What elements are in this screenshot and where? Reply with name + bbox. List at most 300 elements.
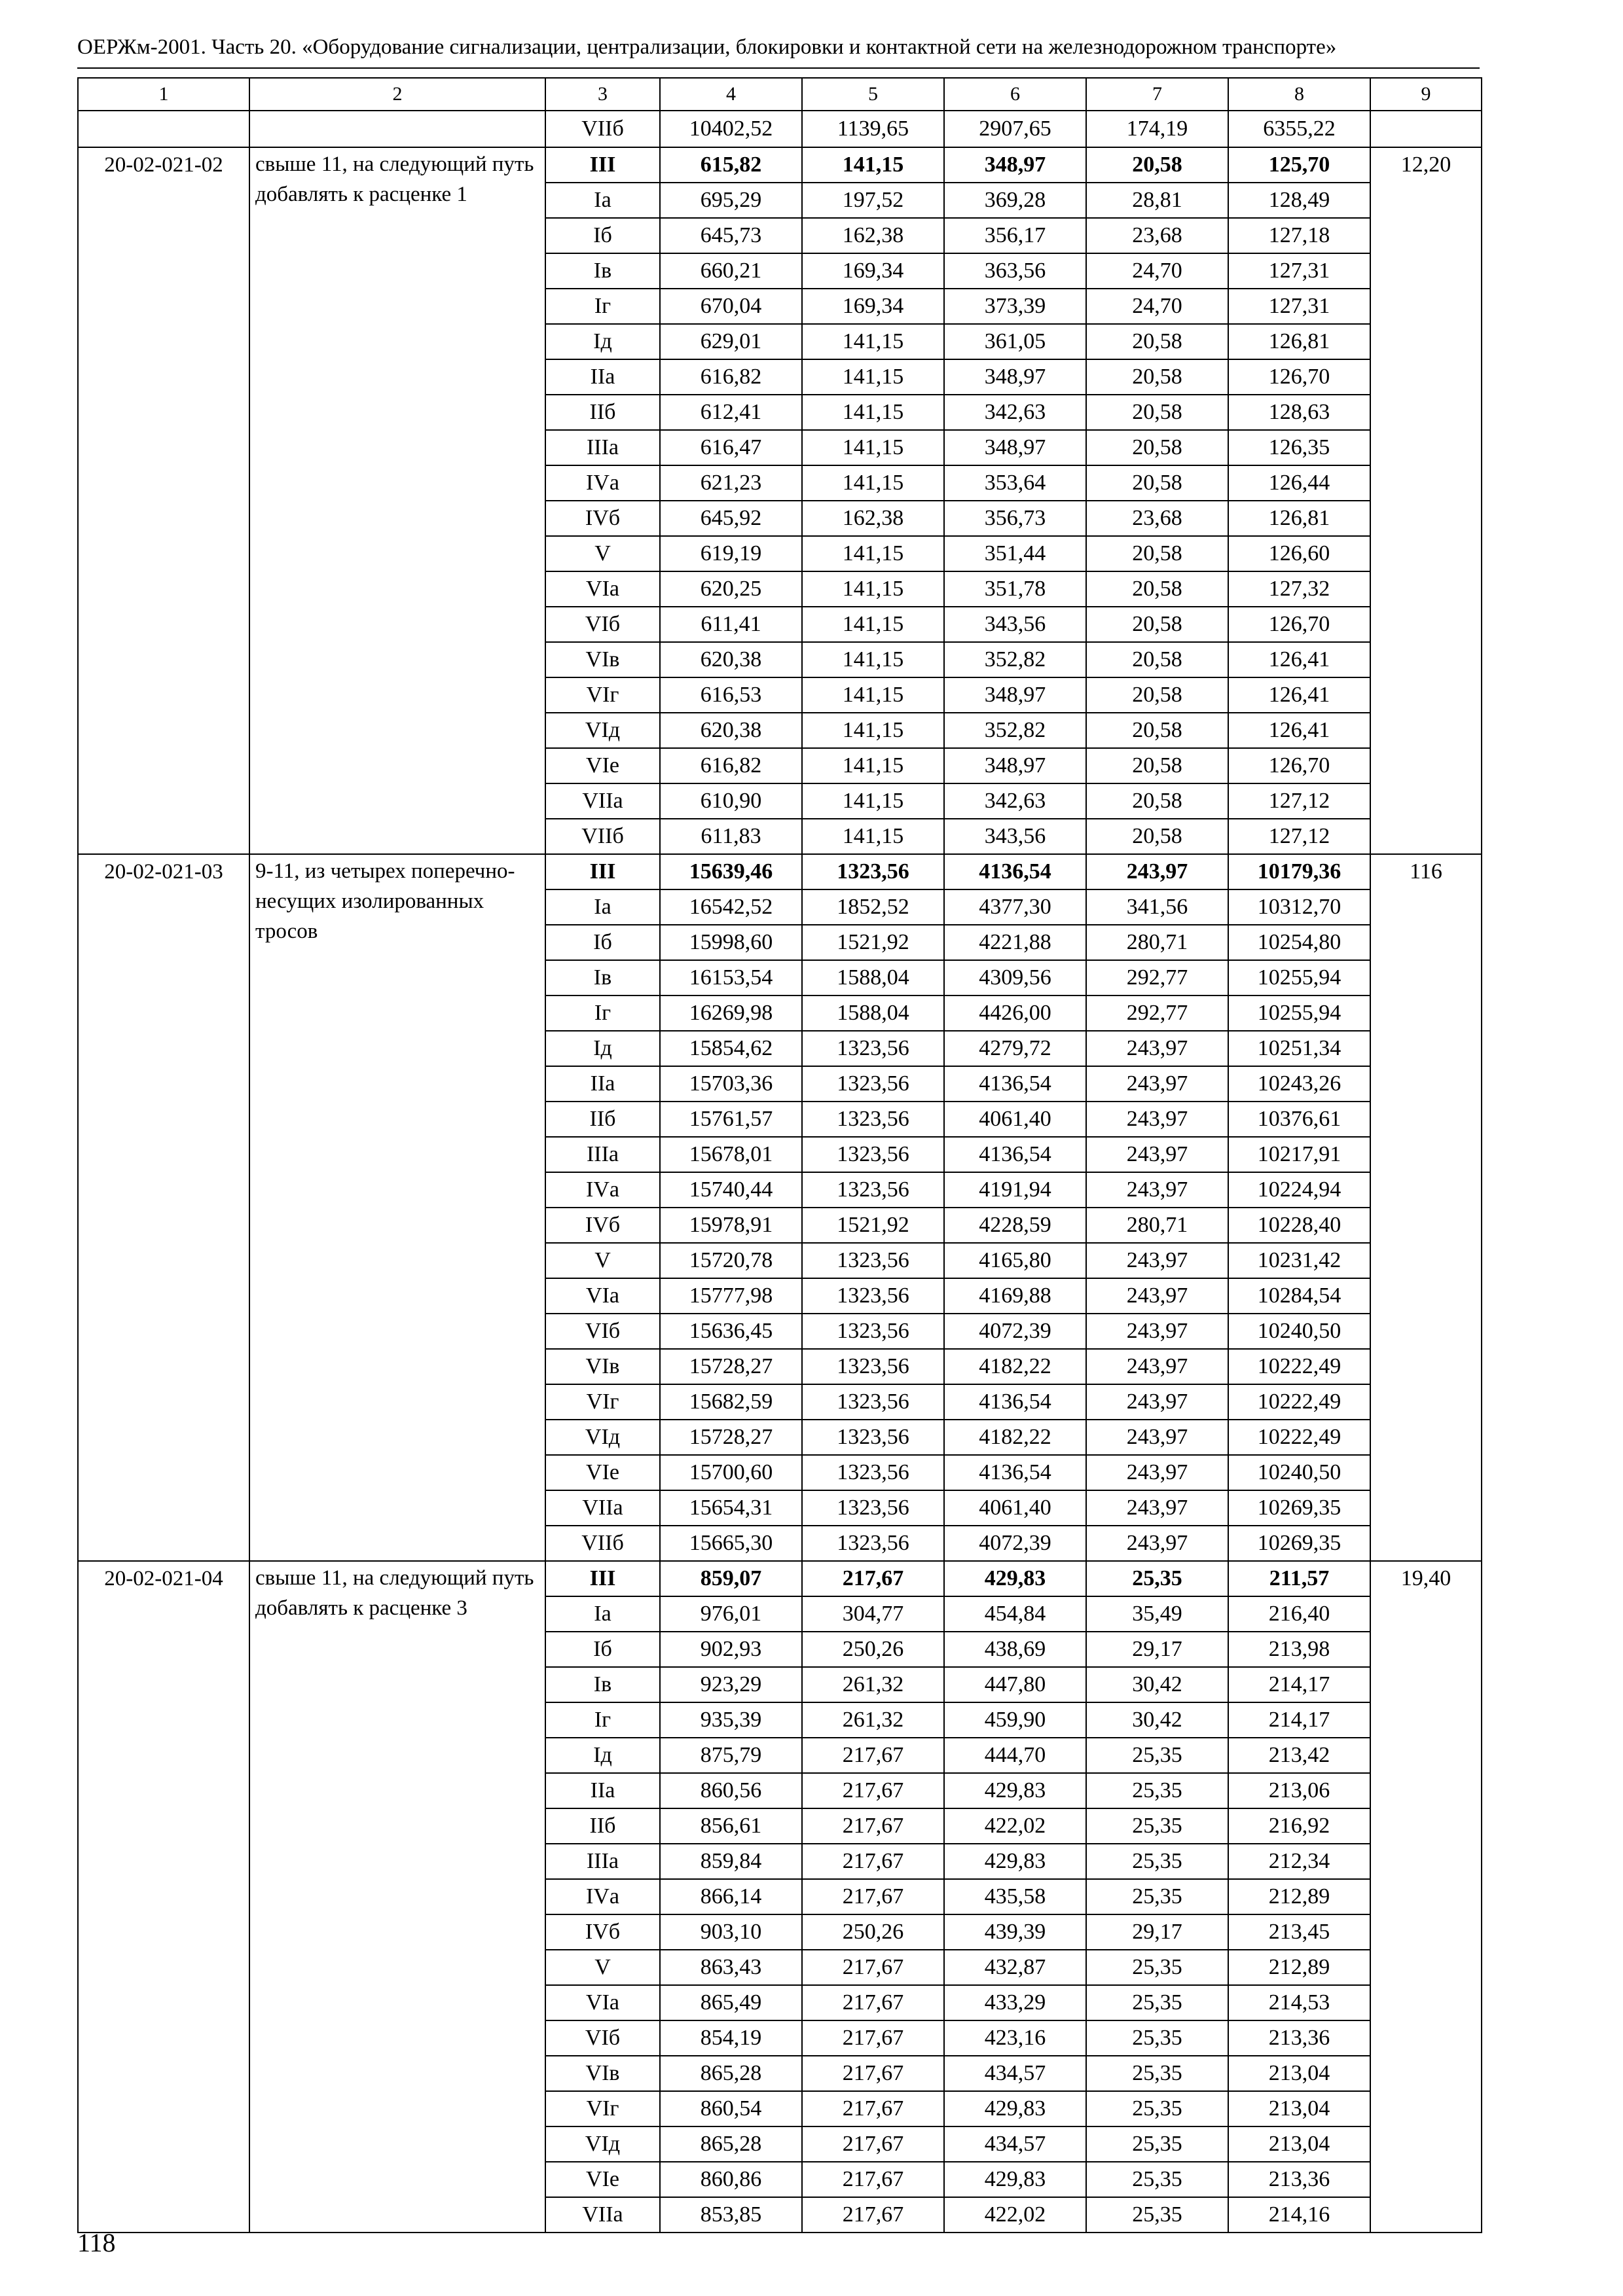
region-class-cell: VIе (545, 1455, 660, 1490)
value-cell-c8: 10222,49 (1228, 1349, 1370, 1384)
value-cell-c7: 243,97 (1086, 1172, 1228, 1208)
value-cell-c5: 141,15 (802, 713, 944, 748)
value-cell-c6: 4072,39 (944, 1314, 1086, 1349)
value-cell-c4: 902,93 (660, 1632, 802, 1667)
value-cell-c4: 860,54 (660, 2091, 802, 2126)
value-cell-c5: 141,15 (802, 642, 944, 677)
value-cell-c5: 217,67 (802, 1985, 944, 2020)
value-cell-c4: 935,39 (660, 1702, 802, 1738)
value-cell-c7: 23,68 (1086, 501, 1228, 536)
value-cell-c4: 10402,52 (660, 111, 802, 147)
value-cell-c5: 217,67 (802, 2056, 944, 2091)
value-cell-c7: 25,35 (1086, 2020, 1228, 2056)
value-cell-c5: 1323,56 (802, 1243, 944, 1278)
value-cell-c7: 25,35 (1086, 1950, 1228, 1985)
value-cell-c8: 214,17 (1228, 1667, 1370, 1702)
value-cell-c8: 213,98 (1228, 1632, 1370, 1667)
value-cell-c5: 1323,56 (802, 1137, 944, 1172)
column-number-row (78, 78, 1482, 111)
value-cell-c6: 4228,59 (944, 1208, 1086, 1243)
value-cell-c4: 15740,44 (660, 1172, 802, 1208)
value-cell-c5: 1588,04 (802, 960, 944, 996)
value-cell-c7: 20,58 (1086, 395, 1228, 430)
value-cell-c8: 127,32 (1228, 571, 1370, 607)
value-cell-c7: 20,58 (1086, 748, 1228, 783)
value-cell-c5: 141,15 (802, 395, 944, 430)
value-cell-c4: 616,82 (660, 748, 802, 783)
value-cell-c8: 127,12 (1228, 783, 1370, 819)
value-cell-c6: 369,28 (944, 183, 1086, 218)
value-cell-c7: 20,58 (1086, 324, 1228, 359)
value-cell-c5: 141,15 (802, 571, 944, 607)
region-class-cell: IIIа (545, 1844, 660, 1879)
value-cell-c7: 25,35 (1086, 1773, 1228, 1808)
value-cell-c8: 126,60 (1228, 536, 1370, 571)
value-cell-c4: 15728,27 (660, 1420, 802, 1455)
value-cell-c4: 660,21 (660, 253, 802, 289)
rate-code-cell: 20-02-021-02 (78, 147, 249, 854)
value-cell-c7: 20,58 (1086, 677, 1228, 713)
value-cell-c7: 280,71 (1086, 1208, 1228, 1243)
region-class-cell: IIIа (545, 430, 660, 465)
value-cell-c4: 621,23 (660, 465, 802, 501)
value-cell-c4: 15998,60 (660, 925, 802, 960)
value-cell-c4: 860,86 (660, 2162, 802, 2197)
value-cell-c5: 217,67 (802, 1879, 944, 1914)
value-cell-c8: 10376,61 (1228, 1102, 1370, 1137)
value-cell-c6: 435,58 (944, 1879, 1086, 1914)
value-cell-c6: 434,57 (944, 2126, 1086, 2162)
column-number: 7 (1086, 78, 1228, 111)
value-cell-c6: 348,97 (944, 430, 1086, 465)
value-cell-c6: 4136,54 (944, 1137, 1086, 1172)
value-cell-c9: 116 (1370, 854, 1482, 1561)
value-cell-c5: 141,15 (802, 324, 944, 359)
value-cell-c6: 422,02 (944, 1808, 1086, 1844)
value-cell-c4: 620,25 (660, 571, 802, 607)
value-cell-c5: 1588,04 (802, 996, 944, 1031)
value-cell-c6: 373,39 (944, 289, 1086, 324)
value-cell-c7: 243,97 (1086, 1349, 1228, 1384)
value-cell-c6: 343,56 (944, 819, 1086, 854)
value-cell-c7: 25,35 (1086, 2197, 1228, 2233)
region-class-cell: Iг (545, 996, 660, 1031)
value-cell-c4: 15728,27 (660, 1349, 802, 1384)
region-class-cell: VIв (545, 1349, 660, 1384)
column-number: 3 (545, 78, 660, 111)
value-cell-c7: 25,35 (1086, 2162, 1228, 2197)
value-cell-c5: 162,38 (802, 218, 944, 253)
value-cell-c4: 616,47 (660, 430, 802, 465)
value-cell-c5: 1323,56 (802, 1420, 944, 1455)
value-cell-c5: 1323,56 (802, 1066, 944, 1102)
region-class-cell: IVб (545, 1914, 660, 1950)
value-cell-c8: 126,81 (1228, 324, 1370, 359)
value-cell-c7: 30,42 (1086, 1667, 1228, 1702)
value-cell-c8: 10228,40 (1228, 1208, 1370, 1243)
value-cell-c6: 4182,22 (944, 1349, 1086, 1384)
value-cell-c4: 620,38 (660, 642, 802, 677)
value-cell-c7: 25,35 (1086, 1808, 1228, 1844)
region-class-cell: IIб (545, 395, 660, 430)
value-cell-c7: 25,35 (1086, 1738, 1228, 1773)
value-cell-c7: 25,35 (1086, 1561, 1228, 1596)
value-cell-c4: 616,53 (660, 677, 802, 713)
value-cell-c6: 4169,88 (944, 1278, 1086, 1314)
value-cell-c4: 15854,62 (660, 1031, 802, 1066)
region-class-cell: Iд (545, 1031, 660, 1066)
value-cell-c4: 15777,98 (660, 1278, 802, 1314)
value-cell-c6: 444,70 (944, 1738, 1086, 1773)
region-class-cell: Iв (545, 253, 660, 289)
value-cell-c8: 10312,70 (1228, 889, 1370, 925)
value-cell-c7: 20,58 (1086, 147, 1228, 183)
region-class-cell: Iд (545, 324, 660, 359)
value-cell-c6: 4136,54 (944, 1384, 1086, 1420)
value-cell-c5: 162,38 (802, 501, 944, 536)
value-cell-c7: 243,97 (1086, 1490, 1228, 1526)
region-class-cell: Iв (545, 960, 660, 996)
value-cell-c5: 1852,52 (802, 889, 944, 925)
value-cell-c4: 619,19 (660, 536, 802, 571)
region-class-cell: Iа (545, 183, 660, 218)
value-cell-c4: 15665,30 (660, 1526, 802, 1561)
value-cell-c6: 4136,54 (944, 1066, 1086, 1102)
value-cell-c4: 15639,46 (660, 854, 802, 889)
value-cell-c8: 213,04 (1228, 2126, 1370, 2162)
table-row (78, 111, 1482, 147)
value-cell-c4: 695,29 (660, 183, 802, 218)
value-cell-c4: 645,73 (660, 218, 802, 253)
value-cell-c7: 35,49 (1086, 1596, 1228, 1632)
value-cell-c8: 126,70 (1228, 748, 1370, 783)
region-class-cell: IVа (545, 465, 660, 501)
value-cell-c6: 454,84 (944, 1596, 1086, 1632)
region-class-cell: VIIб (545, 111, 660, 147)
value-cell-c6: 422,02 (944, 2197, 1086, 2233)
region-class-cell: VIIа (545, 2197, 660, 2233)
value-cell-c8: 126,70 (1228, 607, 1370, 642)
value-cell-c7: 23,68 (1086, 218, 1228, 253)
region-class-cell: IVа (545, 1879, 660, 1914)
value-cell-c5: 1521,92 (802, 1208, 944, 1243)
column-number: 9 (1370, 78, 1482, 111)
rate-code-cell: 20-02-021-03 (78, 854, 249, 1561)
region-class-cell: IIа (545, 1773, 660, 1808)
value-cell-c4: 629,01 (660, 324, 802, 359)
value-cell-c8: 10269,35 (1228, 1526, 1370, 1561)
value-cell-c8: 214,16 (1228, 2197, 1370, 2233)
table-row (78, 147, 1482, 183)
value-cell-c5: 1521,92 (802, 925, 944, 960)
value-cell-c8: 10222,49 (1228, 1384, 1370, 1420)
value-cell-c6: 4061,40 (944, 1102, 1086, 1137)
value-cell-c5: 1323,56 (802, 1526, 944, 1561)
value-cell-c7: 25,35 (1086, 1879, 1228, 1914)
region-class-cell: III (545, 854, 660, 889)
value-cell-c5: 197,52 (802, 183, 944, 218)
value-cell-c5: 1323,56 (802, 1031, 944, 1066)
value-cell-c5: 217,67 (802, 2020, 944, 2056)
page-number: 118 (77, 2228, 116, 2257)
region-class-cell: V (545, 1950, 660, 1985)
value-cell-c8: 126,41 (1228, 677, 1370, 713)
value-cell-c8: 10240,50 (1228, 1314, 1370, 1349)
region-class-cell: IIа (545, 1066, 660, 1102)
value-cell-c7: 20,58 (1086, 783, 1228, 819)
region-class-cell: VIг (545, 2091, 660, 2126)
value-cell-c7: 24,70 (1086, 289, 1228, 324)
value-cell-c6: 4191,94 (944, 1172, 1086, 1208)
table-row (78, 1561, 1482, 1596)
value-cell-c8: 213,36 (1228, 2020, 1370, 2056)
value-cell-c8: 10284,54 (1228, 1278, 1370, 1314)
value-cell-c7: 243,97 (1086, 1384, 1228, 1420)
value-cell-c7: 243,97 (1086, 1102, 1228, 1137)
value-cell-c6: 447,80 (944, 1667, 1086, 1702)
region-class-cell: VIв (545, 2056, 660, 2091)
value-cell-c4: 859,84 (660, 1844, 802, 1879)
value-cell-c5: 141,15 (802, 430, 944, 465)
value-cell-c8: 212,89 (1228, 1950, 1370, 1985)
value-cell-c4: 16542,52 (660, 889, 802, 925)
region-class-cell: VIг (545, 1384, 660, 1420)
value-cell-c7: 292,77 (1086, 996, 1228, 1031)
value-cell-c6: 4165,80 (944, 1243, 1086, 1278)
region-class-cell: VIIб (545, 1526, 660, 1561)
value-cell-c7: 29,17 (1086, 1914, 1228, 1950)
value-cell-c6: 439,39 (944, 1914, 1086, 1950)
value-cell-c6: 363,56 (944, 253, 1086, 289)
value-cell-c8: 212,34 (1228, 1844, 1370, 1879)
value-cell-c8: 126,70 (1228, 359, 1370, 395)
value-cell-c6: 4072,39 (944, 1526, 1086, 1561)
value-cell-c6: 356,73 (944, 501, 1086, 536)
value-cell-c6: 348,97 (944, 677, 1086, 713)
value-cell-c6: 429,83 (944, 1844, 1086, 1879)
value-cell-c5: 141,15 (802, 147, 944, 183)
value-cell-c8: 10251,34 (1228, 1031, 1370, 1066)
value-cell-c6: 353,64 (944, 465, 1086, 501)
value-cell-c8: 216,92 (1228, 1808, 1370, 1844)
value-cell-c7: 30,42 (1086, 1702, 1228, 1738)
value-cell-c5: 1139,65 (802, 111, 944, 147)
value-cell-c5: 304,77 (802, 1596, 944, 1632)
value-cell-c7: 25,35 (1086, 2126, 1228, 2162)
value-cell-c4: 976,01 (660, 1596, 802, 1632)
value-cell-c7: 25,35 (1086, 1844, 1228, 1879)
value-cell-c5: 169,34 (802, 289, 944, 324)
rate-description-cell (249, 111, 545, 147)
value-cell-c4: 16269,98 (660, 996, 802, 1031)
value-cell-c8: 214,53 (1228, 1985, 1370, 2020)
value-cell-c5: 1323,56 (802, 1172, 944, 1208)
region-class-cell: VIе (545, 748, 660, 783)
region-class-cell: Iб (545, 925, 660, 960)
column-number: 2 (249, 78, 545, 111)
region-class-cell: III (545, 147, 660, 183)
value-cell-c7: 243,97 (1086, 1066, 1228, 1102)
value-cell-c4: 645,92 (660, 501, 802, 536)
region-class-cell: Iг (545, 289, 660, 324)
value-cell-c7: 243,97 (1086, 1526, 1228, 1561)
value-cell-c5: 217,67 (802, 1738, 944, 1773)
value-cell-c5: 1323,56 (802, 1314, 944, 1349)
value-cell-c8: 10243,26 (1228, 1066, 1370, 1102)
value-cell-c7: 20,58 (1086, 642, 1228, 677)
value-cell-c5: 141,15 (802, 536, 944, 571)
value-cell-c7: 243,97 (1086, 1278, 1228, 1314)
value-cell-c8: 126,41 (1228, 642, 1370, 677)
value-cell-c4: 15636,45 (660, 1314, 802, 1349)
value-cell-c5: 1323,56 (802, 854, 944, 889)
value-cell-c4: 853,85 (660, 2197, 802, 2233)
value-cell-c5: 217,67 (802, 2162, 944, 2197)
region-class-cell: Iб (545, 1632, 660, 1667)
region-class-cell: VIг (545, 677, 660, 713)
value-cell-c5: 141,15 (802, 465, 944, 501)
value-cell-c4: 860,56 (660, 1773, 802, 1808)
value-cell-c6: 343,56 (944, 607, 1086, 642)
value-cell-c4: 15703,36 (660, 1066, 802, 1102)
region-class-cell: IVб (545, 1208, 660, 1243)
value-cell-c7: 20,58 (1086, 819, 1228, 854)
value-cell-c5: 141,15 (802, 783, 944, 819)
value-cell-c7: 292,77 (1086, 960, 1228, 996)
column-number: 6 (944, 78, 1086, 111)
value-cell-c5: 1323,56 (802, 1455, 944, 1490)
value-cell-c5: 1323,56 (802, 1349, 944, 1384)
value-cell-c8: 213,04 (1228, 2091, 1370, 2126)
region-class-cell: VIб (545, 607, 660, 642)
region-class-cell: IIб (545, 1102, 660, 1137)
value-cell-c5: 250,26 (802, 1632, 944, 1667)
value-cell-c6: 423,16 (944, 2020, 1086, 2056)
value-cell-c5: 217,67 (802, 2197, 944, 2233)
region-class-cell: IVа (545, 1172, 660, 1208)
column-number: 4 (660, 78, 802, 111)
value-cell-c5: 141,15 (802, 607, 944, 642)
region-class-cell: IIIа (545, 1137, 660, 1172)
value-cell-c5: 217,67 (802, 2126, 944, 2162)
value-cell-c8: 216,40 (1228, 1596, 1370, 1632)
value-cell-c6: 348,97 (944, 147, 1086, 183)
region-class-cell: VIд (545, 713, 660, 748)
value-cell-c6: 4136,54 (944, 1455, 1086, 1490)
value-cell-c8: 126,44 (1228, 465, 1370, 501)
region-class-cell: VIб (545, 2020, 660, 2056)
region-class-cell: Iв (545, 1667, 660, 1702)
header-rule (77, 67, 1480, 69)
value-cell-c6: 4426,00 (944, 996, 1086, 1031)
value-cell-c4: 865,49 (660, 1985, 802, 2020)
value-cell-c6: 4221,88 (944, 925, 1086, 960)
value-cell-c9: 12,20 (1370, 147, 1482, 854)
value-cell-c5: 217,67 (802, 1808, 944, 1844)
value-cell-c6: 433,29 (944, 1985, 1086, 2020)
value-cell-c7: 243,97 (1086, 1314, 1228, 1349)
value-cell-c6: 342,63 (944, 783, 1086, 819)
value-cell-c8: 10240,50 (1228, 1455, 1370, 1490)
value-cell-c8: 10231,42 (1228, 1243, 1370, 1278)
value-cell-c8: 127,18 (1228, 218, 1370, 253)
value-cell-c6: 348,97 (944, 748, 1086, 783)
region-class-cell: VIIа (545, 1490, 660, 1526)
value-cell-c8: 125,70 (1228, 147, 1370, 183)
value-cell-c4: 616,82 (660, 359, 802, 395)
value-cell-c4: 903,10 (660, 1914, 802, 1950)
value-cell-c4: 610,90 (660, 783, 802, 819)
region-class-cell: Iг (545, 1702, 660, 1738)
value-cell-c4: 15978,91 (660, 1208, 802, 1243)
value-cell-c5: 1323,56 (802, 1102, 944, 1137)
value-cell-c7: 29,17 (1086, 1632, 1228, 1667)
column-number: 5 (802, 78, 944, 111)
value-cell-c4: 15720,78 (660, 1243, 802, 1278)
value-cell-c6: 4309,56 (944, 960, 1086, 996)
value-cell-c6: 342,63 (944, 395, 1086, 430)
value-cell-c7: 243,97 (1086, 1243, 1228, 1278)
value-cell-c7: 243,97 (1086, 854, 1228, 889)
value-cell-c6: 348,97 (944, 359, 1086, 395)
value-cell-c7: 20,58 (1086, 536, 1228, 571)
value-cell-c6: 4279,72 (944, 1031, 1086, 1066)
value-cell-c8: 126,35 (1228, 430, 1370, 465)
value-cell-c7: 280,71 (1086, 925, 1228, 960)
region-class-cell: Iб (545, 218, 660, 253)
value-cell-c4: 865,28 (660, 2056, 802, 2091)
region-class-cell: VIд (545, 2126, 660, 2162)
value-cell-c7: 341,56 (1086, 889, 1228, 925)
value-cell-c9 (1370, 111, 1482, 147)
region-class-cell: VIIб (545, 819, 660, 854)
region-class-cell: VIа (545, 1985, 660, 2020)
value-cell-c4: 15761,57 (660, 1102, 802, 1137)
value-cell-c7: 20,58 (1086, 607, 1228, 642)
value-cell-c8: 127,31 (1228, 253, 1370, 289)
value-cell-c7: 174,19 (1086, 111, 1228, 147)
value-cell-c5: 169,34 (802, 253, 944, 289)
value-cell-c4: 866,14 (660, 1879, 802, 1914)
value-cell-c8: 10217,91 (1228, 1137, 1370, 1172)
value-cell-c8: 10255,94 (1228, 996, 1370, 1031)
value-cell-c6: 4377,30 (944, 889, 1086, 925)
region-class-cell: VIIа (545, 783, 660, 819)
value-cell-c7: 24,70 (1086, 253, 1228, 289)
value-cell-c6: 352,82 (944, 642, 1086, 677)
value-cell-c6: 432,87 (944, 1950, 1086, 1985)
value-cell-c7: 25,35 (1086, 2056, 1228, 2091)
value-cell-c4: 859,07 (660, 1561, 802, 1596)
region-class-cell: VIе (545, 2162, 660, 2197)
value-cell-c5: 141,15 (802, 677, 944, 713)
value-cell-c6: 4061,40 (944, 1490, 1086, 1526)
value-cell-c6: 351,44 (944, 536, 1086, 571)
value-cell-c5: 1323,56 (802, 1278, 944, 1314)
value-cell-c4: 611,41 (660, 607, 802, 642)
value-cell-c4: 620,38 (660, 713, 802, 748)
value-cell-c7: 25,35 (1086, 1985, 1228, 2020)
value-cell-c4: 615,82 (660, 147, 802, 183)
value-cell-c7: 20,58 (1086, 359, 1228, 395)
value-cell-c4: 15654,31 (660, 1490, 802, 1526)
value-cell-c6: 361,05 (944, 324, 1086, 359)
region-class-cell: IVб (545, 501, 660, 536)
value-cell-c8: 10222,49 (1228, 1420, 1370, 1455)
table-row (78, 854, 1482, 889)
value-cell-c7: 25,35 (1086, 2091, 1228, 2126)
value-cell-c6: 459,90 (944, 1702, 1086, 1738)
